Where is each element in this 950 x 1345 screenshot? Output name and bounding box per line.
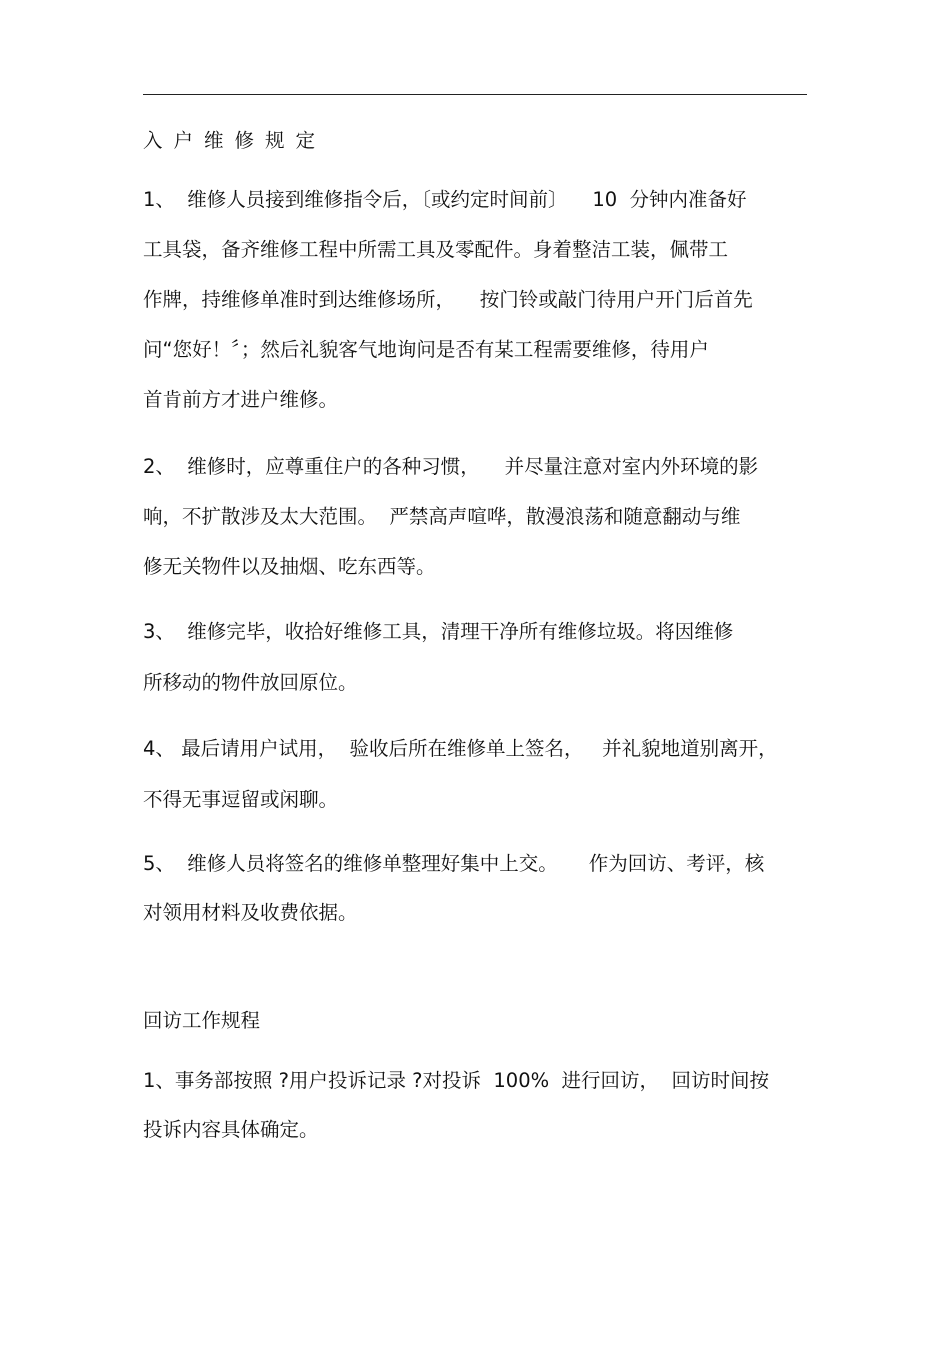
paragraph-line: 问“您好！〞；然后礼貌客气地询问是否有某工程需要维修，待用户 (143, 338, 709, 361)
paragraph-line: 所移动的物件放回原位。 (143, 671, 358, 694)
section-title-repair: 入户维修规定 (143, 129, 327, 152)
paragraph-line: 不得无事逗留或闲聊。 (143, 788, 339, 811)
paragraph-line: 3、 维修完毕，收拾好维修工具，清理干净所有维修垃圾。将因维修 (143, 620, 734, 643)
paragraph-line: 对领用材料及收费依据。 (143, 901, 358, 924)
paragraph-line: 响，不扩散涉及太大范围。 严禁高声喧哗，散漫浪荡和随意翻动与维 (143, 505, 741, 528)
paragraph-line: 5、 维修人员将签名的维修单整理好集中上交。 作为回访、考评，核 (143, 852, 765, 875)
paragraph-line: 1、事务部按照 ?用户投诉记录 ?对投诉 100% 进行回访， 回访时间按 (143, 1069, 769, 1092)
paragraph-line: 2、 维修时，应尊重住户的各种习惯， 并尽量注意对室内外环境的影 (143, 455, 759, 478)
paragraph-line: 修无关物件以及抽烟、吃东西等。 (143, 555, 436, 578)
section-title-followup: 回访工作规程 (143, 1009, 261, 1032)
paragraph-line: 首肯前方才进户维修。 (143, 388, 339, 411)
paragraph-line: 4、 最后请用户试用， 验收后所在维修单上签名， 并礼貌地道别离开， (143, 737, 778, 760)
paragraph-line: 1、 维修人员接到维修指令后，〔或约定时间前〕 10 分钟内准备好 (143, 188, 747, 211)
paragraph-line: 投诉内容具体确定。 (143, 1118, 319, 1141)
paragraph-line: 工具袋，备齐维修工程中所需工具及零配件。身着整洁工装，佩带工 (143, 238, 729, 261)
paragraph-line: 作牌，持维修单准时到达维修场所， 按门铃或敲门待用户开门后首先 (143, 288, 753, 311)
header-rule (143, 94, 807, 95)
